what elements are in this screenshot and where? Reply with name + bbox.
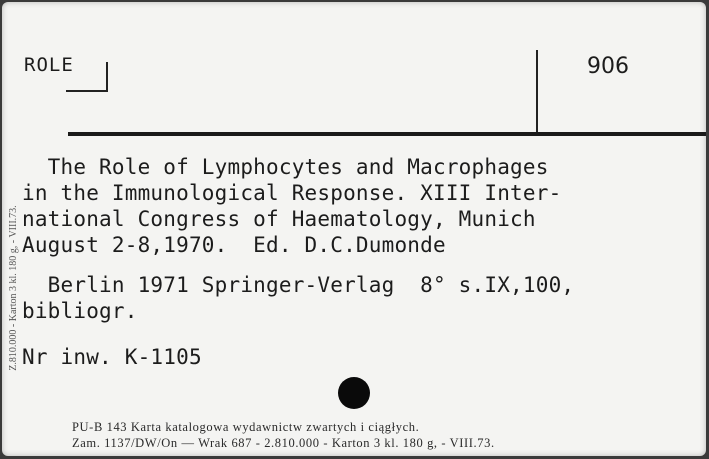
body-line-1: The Role of Lymphocytes and Macrophages xyxy=(22,155,549,179)
column-divider xyxy=(536,50,538,134)
heading-underline-mark xyxy=(66,62,108,92)
card-number: 906 xyxy=(587,54,629,79)
footer-line-2: Zam. 1137/DW/On — Wrak 687 - 2.810.000 - Karton 3 kl. 180 g, - VIII.73. xyxy=(72,436,495,450)
body-line-2: in the Immunological Response. XIII Inter- xyxy=(22,181,562,205)
body-line-3: national Congress of Haematology, Munich xyxy=(22,207,536,231)
inventory-number: Nr inw. K-1105 xyxy=(22,345,202,369)
punch-hole xyxy=(338,377,370,409)
publication-line-2: bibliogr. xyxy=(22,299,138,323)
body-line-4: August 2-8,1970. Ed. D.C.Dumonde xyxy=(22,233,446,257)
side-print: Z.810.000 - Karton 3 kl. 180 g, - VIII.73. xyxy=(8,205,19,371)
card-heading: ROLE xyxy=(24,54,74,76)
catalog-card xyxy=(2,2,706,456)
header-rule xyxy=(68,132,706,136)
footer-line-1: PU-B 143 Karta katalogowa wydawnictw zwartych i ciągłych. xyxy=(72,420,420,434)
publication-line-1: Berlin 1971 Springer-Verlag 8° s.IX,100, xyxy=(22,273,575,297)
